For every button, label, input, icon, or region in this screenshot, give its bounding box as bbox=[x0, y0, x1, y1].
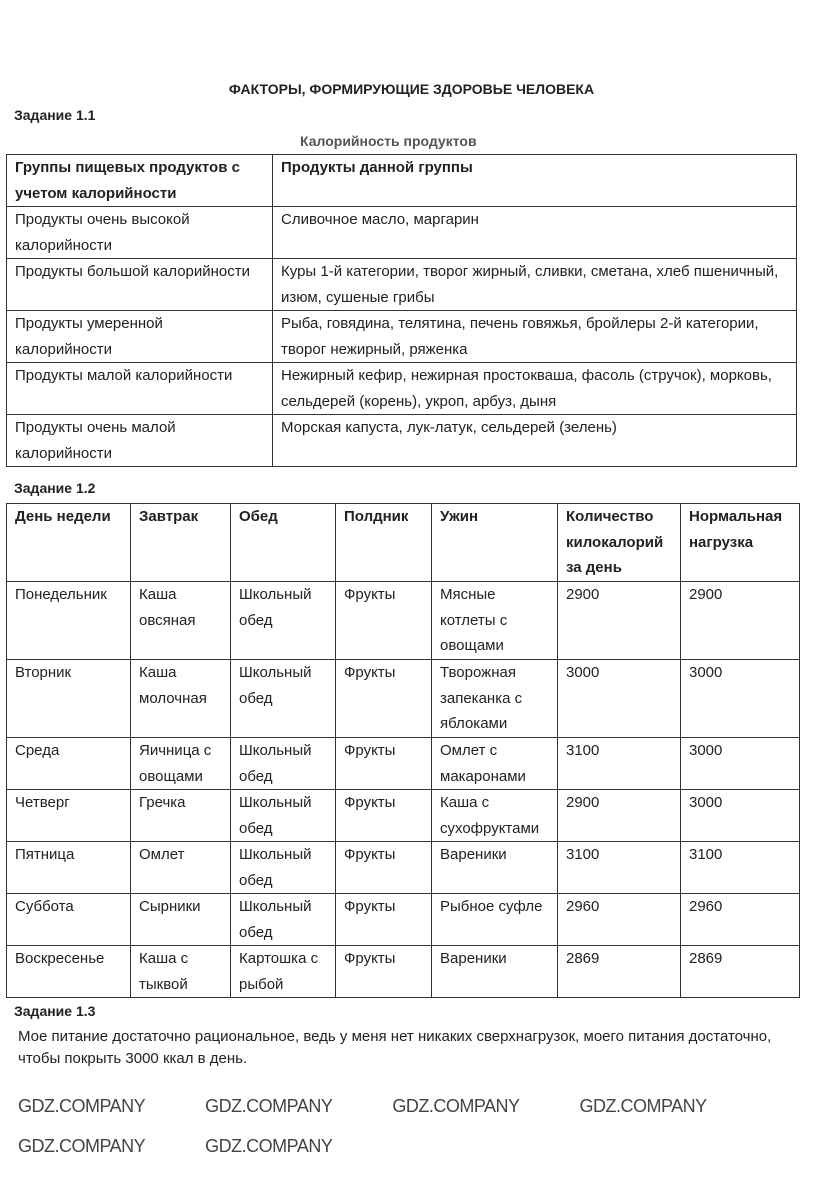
lunch-cell: Школьный обед bbox=[231, 842, 336, 894]
snack-cell: Фрукты bbox=[336, 894, 432, 946]
products-cell: Рыба, говядина, телятина, печень говяжья, бройлеры 2-й категории, творог нежирный, ряженка bbox=[273, 311, 797, 363]
header-cell: Завтрак bbox=[131, 504, 231, 582]
header-cell: Продукты данной группы bbox=[273, 155, 797, 207]
watermark: GDZ.COMPANY bbox=[205, 1136, 333, 1156]
day-cell: Вторник bbox=[7, 660, 131, 738]
table-row bbox=[7, 842, 800, 894]
norm-cell: 2869 bbox=[681, 946, 800, 998]
header-cell: Полдник bbox=[336, 504, 432, 582]
snack-cell: Фрукты bbox=[336, 842, 432, 894]
day-cell: Среда bbox=[7, 738, 131, 790]
products-cell: Морская капуста, лук-латук, сельдерей (зелень) bbox=[273, 415, 797, 467]
watermark: GDZ.COMPANY bbox=[392, 1096, 520, 1116]
norm-cell: 3000 bbox=[681, 738, 800, 790]
dinner-cell: Каша с сухофруктами bbox=[432, 790, 558, 842]
kcal-cell: 2960 bbox=[558, 894, 681, 946]
table-row bbox=[7, 311, 797, 363]
task-1-1-label: Задание 1.1 bbox=[14, 107, 96, 123]
task-1-3-answer: Мое питание достаточно рациональное, ведь у меня нет никаких сверхнагрузок, моего питания достаточно, чтобы покрыть 3000 ккал в день. bbox=[18, 1028, 772, 1067]
norm-cell: 3000 bbox=[681, 660, 800, 738]
dinner-cell: Омлет с макаронами bbox=[432, 738, 558, 790]
dinner-cell: Вареники bbox=[432, 842, 558, 894]
table-row bbox=[7, 415, 797, 467]
page-title: ФАКТОРЫ, ФОРМИРУЮЩИЕ ЗДОРОВЬЕ ЧЕЛОВЕКА bbox=[228, 81, 595, 97]
header-cell: Группы пищевых продуктов с учетом калорийности bbox=[7, 155, 273, 207]
snack-cell: Фрукты bbox=[336, 790, 432, 842]
day-cell: Воскресенье bbox=[7, 946, 131, 998]
norm-cell: 2900 bbox=[681, 582, 800, 660]
header-cell: День недели bbox=[7, 504, 131, 582]
kcal-cell: 2869 bbox=[558, 946, 681, 998]
table-row bbox=[7, 582, 800, 660]
table-header-row bbox=[7, 504, 800, 582]
group-cell: Продукты очень высокой калорийности bbox=[7, 207, 273, 259]
norm-cell: 2960 bbox=[681, 894, 800, 946]
group-cell: Продукты умеренной калорийности bbox=[7, 311, 273, 363]
watermark: GDZ.COMPANY bbox=[18, 1096, 146, 1116]
watermark: GDZ.COMPANY bbox=[205, 1096, 333, 1116]
calorie-groups-table bbox=[6, 154, 797, 467]
lunch-cell: Школьный обед bbox=[231, 738, 336, 790]
table-row bbox=[7, 363, 797, 415]
group-cell: Продукты очень малой калорийности bbox=[7, 415, 273, 467]
lunch-cell: Школьный обед bbox=[231, 790, 336, 842]
lunch-cell: Школьный обед bbox=[231, 894, 336, 946]
kcal-cell: 2900 bbox=[558, 790, 681, 842]
table-header-row bbox=[7, 155, 797, 207]
norm-cell: 3100 bbox=[681, 842, 800, 894]
kcal-cell: 3100 bbox=[558, 842, 681, 894]
table-row bbox=[7, 660, 800, 738]
dinner-cell: Мясные котлеты с овощами bbox=[432, 582, 558, 660]
snack-cell: Фрукты bbox=[336, 660, 432, 738]
kcal-cell: 3000 bbox=[558, 660, 681, 738]
group-cell: Продукты малой калорийности bbox=[7, 363, 273, 415]
dinner-cell: Вареники bbox=[432, 946, 558, 998]
task-1-2-label: Задание 1.2 bbox=[14, 480, 96, 496]
dinner-cell: Рыбное суфле bbox=[432, 894, 558, 946]
watermarks bbox=[18, 1094, 808, 1174]
products-cell: Нежирный кефир, нежирная простокваша, фасоль (стручок), морковь, сельдерей (корень), укроп, арбуз, дыня bbox=[273, 363, 797, 415]
task-1-3-label: Задание 1.3 bbox=[14, 1003, 96, 1019]
breakfast-cell: Омлет bbox=[131, 842, 231, 894]
header-cell: Ужин bbox=[432, 504, 558, 582]
watermark: GDZ.COMPANY bbox=[18, 1136, 146, 1156]
breakfast-cell: Каша овсяная bbox=[131, 582, 231, 660]
snack-cell: Фрукты bbox=[336, 582, 432, 660]
table-row bbox=[7, 946, 800, 998]
table-caption-row bbox=[0, 124, 823, 154]
kcal-cell: 3100 bbox=[558, 738, 681, 790]
kcal-cell: 2900 bbox=[558, 582, 681, 660]
lunch-cell: Картошка с рыбой bbox=[231, 946, 336, 998]
group-cell: Продукты большой калорийности bbox=[7, 259, 273, 311]
header-cell: Нормальная нагрузка bbox=[681, 504, 800, 582]
snack-cell: Фрукты bbox=[336, 738, 432, 790]
snack-cell: Фрукты bbox=[336, 946, 432, 998]
products-cell: Куры 1-й категории, творог жирный, сливки, сметана, хлеб пшеничный, изюм, сушеные грибы bbox=[273, 259, 797, 311]
norm-cell: 3000 bbox=[681, 790, 800, 842]
dinner-cell: Творожная запеканка с яблоками bbox=[432, 660, 558, 738]
breakfast-cell: Каша с тыквой bbox=[131, 946, 231, 998]
table-row bbox=[7, 207, 797, 259]
table-caption: Калорийность продуктов bbox=[300, 133, 477, 149]
breakfast-cell: Гречка bbox=[131, 790, 231, 842]
watermark: GDZ.COMPANY bbox=[579, 1096, 707, 1116]
breakfast-cell: Сырники bbox=[131, 894, 231, 946]
lunch-cell: Школьный обед bbox=[231, 660, 336, 738]
day-cell: Пятница bbox=[7, 842, 131, 894]
day-cell: Четверг bbox=[7, 790, 131, 842]
day-cell: Суббота bbox=[7, 894, 131, 946]
header-cell: Обед bbox=[231, 504, 336, 582]
breakfast-cell: Яичница с овощами bbox=[131, 738, 231, 790]
table-row bbox=[7, 894, 800, 946]
weekly-menu-table bbox=[6, 503, 800, 998]
table-row bbox=[7, 790, 800, 842]
day-cell: Понедельник bbox=[7, 582, 131, 660]
table-row bbox=[7, 259, 797, 311]
header-cell: Количество килокалорий за день bbox=[558, 504, 681, 582]
table-row bbox=[7, 738, 800, 790]
breakfast-cell: Каша молочная bbox=[131, 660, 231, 738]
products-cell: Сливочное масло, маргарин bbox=[273, 207, 797, 259]
lunch-cell: Школьный обед bbox=[231, 582, 336, 660]
